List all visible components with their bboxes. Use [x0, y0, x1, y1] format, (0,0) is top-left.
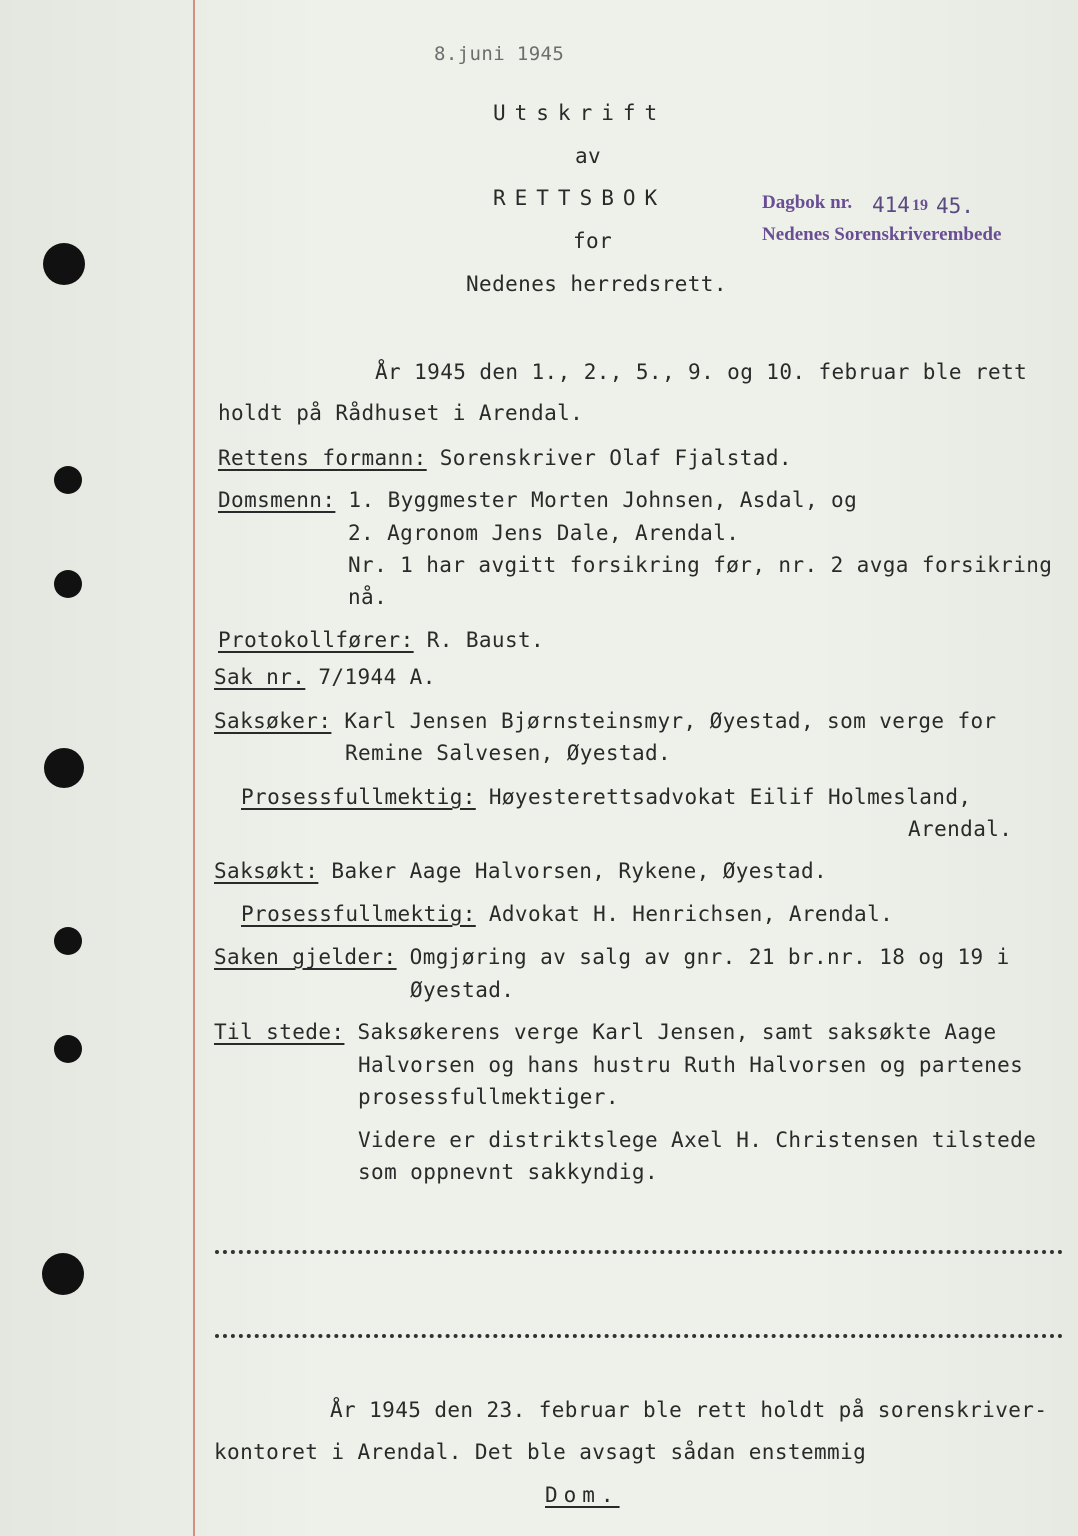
sak-value: 7/1944 A. — [305, 665, 436, 689]
pf2-row — [241, 904, 893, 925]
stede-4: Videre er distriktslege Axel H. Christensen tilstede — [358, 1128, 1037, 1152]
punch-hole — [44, 748, 84, 788]
protokoll-label: Protokollfører: — [218, 628, 414, 652]
formann-row — [218, 448, 792, 469]
closing-line-1: År 1945 den 23. februar ble rett holdt på sorenskriver- — [330, 1398, 1048, 1422]
punch-hole — [54, 1035, 82, 1063]
pf1-value-2: Arendal. — [908, 817, 1013, 841]
pf1-row — [241, 787, 971, 808]
domsmenn-label: Domsmenn: — [218, 488, 336, 512]
gjelder-1: Omgjøring av salg av gnr. 21 br.nr. 18 og 19 i — [396, 945, 1010, 969]
punch-hole — [54, 927, 82, 955]
dotted-separator — [215, 1334, 1063, 1338]
title-court: Nedenes herredsrett. — [466, 272, 727, 296]
protokoll-row — [218, 630, 544, 651]
domsmenn-1: 1. Byggmester Morten Johnsen, Asdal, og — [335, 488, 858, 512]
sak-row — [214, 667, 436, 688]
stede-1: Saksøkerens verge Karl Jensen, samt saksøkte Aage — [344, 1020, 997, 1044]
dom-heading: Dom. — [545, 1483, 620, 1507]
saksoker-1: Karl Jensen Bjørnsteinsmyr, Øyestad, som verge for — [331, 709, 997, 733]
protokoll-value: R. Baust. — [413, 628, 545, 652]
stede-label: Til stede: — [214, 1020, 345, 1044]
stede-5: som oppnevnt sakkyndig. — [358, 1160, 658, 1184]
stede-2: Halvorsen og hans hustru Ruth Halvorsen og partenes — [358, 1053, 1024, 1077]
punch-hole — [43, 243, 85, 285]
sak-label: Sak nr. — [214, 665, 306, 689]
document-date: 8.juni 1945 — [434, 43, 565, 65]
domsmenn-4: nå. — [348, 585, 388, 609]
closing-line-2: kontoret i Arendal. Det ble avsagt sådan enstemmig — [214, 1440, 867, 1464]
stamp-year-prefix: 19 — [912, 197, 928, 214]
domsmenn-2: 2. Agronom Jens Dale, Arendal. — [348, 521, 740, 545]
stamp-office: Nedenes Sorenskriverembede — [762, 224, 1002, 245]
pf2-value: Advokat H. Henrichsen, Arendal. — [475, 902, 894, 926]
title-for: for — [573, 229, 613, 253]
formann-label: Rettens formann: — [218, 446, 427, 470]
pf1-value: Høyesterettsadvokat Eilif Holmesland, — [475, 785, 972, 809]
title-utskrift: Utskrift — [493, 101, 667, 125]
punch-hole — [42, 1253, 84, 1295]
gjelder-row — [214, 947, 1010, 968]
pf2-label: Prosessfullmektig: — [241, 902, 476, 926]
stede-row — [214, 1022, 997, 1043]
dotted-separator — [215, 1250, 1063, 1254]
intro-line-2: holdt på Rådhuset i Arendal. — [218, 401, 584, 425]
title-av: av — [575, 144, 602, 168]
stamp-label: Dagbok nr. — [762, 192, 853, 213]
punch-hole — [54, 466, 82, 494]
saksoker-row — [214, 711, 997, 732]
formann-value: Sorenskriver Olaf Fjalstad. — [426, 446, 792, 470]
stamp-number: 414 — [872, 193, 910, 217]
title-rettsbok: RETTSBOK — [493, 186, 667, 210]
punch-hole — [54, 570, 82, 598]
saksokt-row — [214, 861, 827, 882]
gjelder-label: Saken gjelder: — [214, 945, 397, 969]
saksokt-value: Baker Aage Halvorsen, Rykene, Øyestad. — [318, 859, 828, 883]
margin-rule — [193, 0, 195, 1536]
saksokt-label: Saksøkt: — [214, 859, 319, 883]
stamp-year: 45. — [936, 194, 974, 218]
gjelder-2: Øyestad. — [410, 978, 515, 1002]
domsmenn-3: Nr. 1 har avgitt forsikring før, nr. 2 avga forsikring — [348, 553, 1053, 577]
stede-3: prosessfullmektiger. — [358, 1085, 619, 1109]
pf1-label: Prosessfullmektig: — [241, 785, 476, 809]
domsmenn-row — [218, 490, 857, 511]
saksoker-label: Saksøker: — [214, 709, 332, 733]
saksoker-2: Remine Salvesen, Øyestad. — [345, 741, 672, 765]
intro-line-1: År 1945 den 1., 2., 5., 9. og 10. februar ble rett — [375, 360, 1028, 384]
